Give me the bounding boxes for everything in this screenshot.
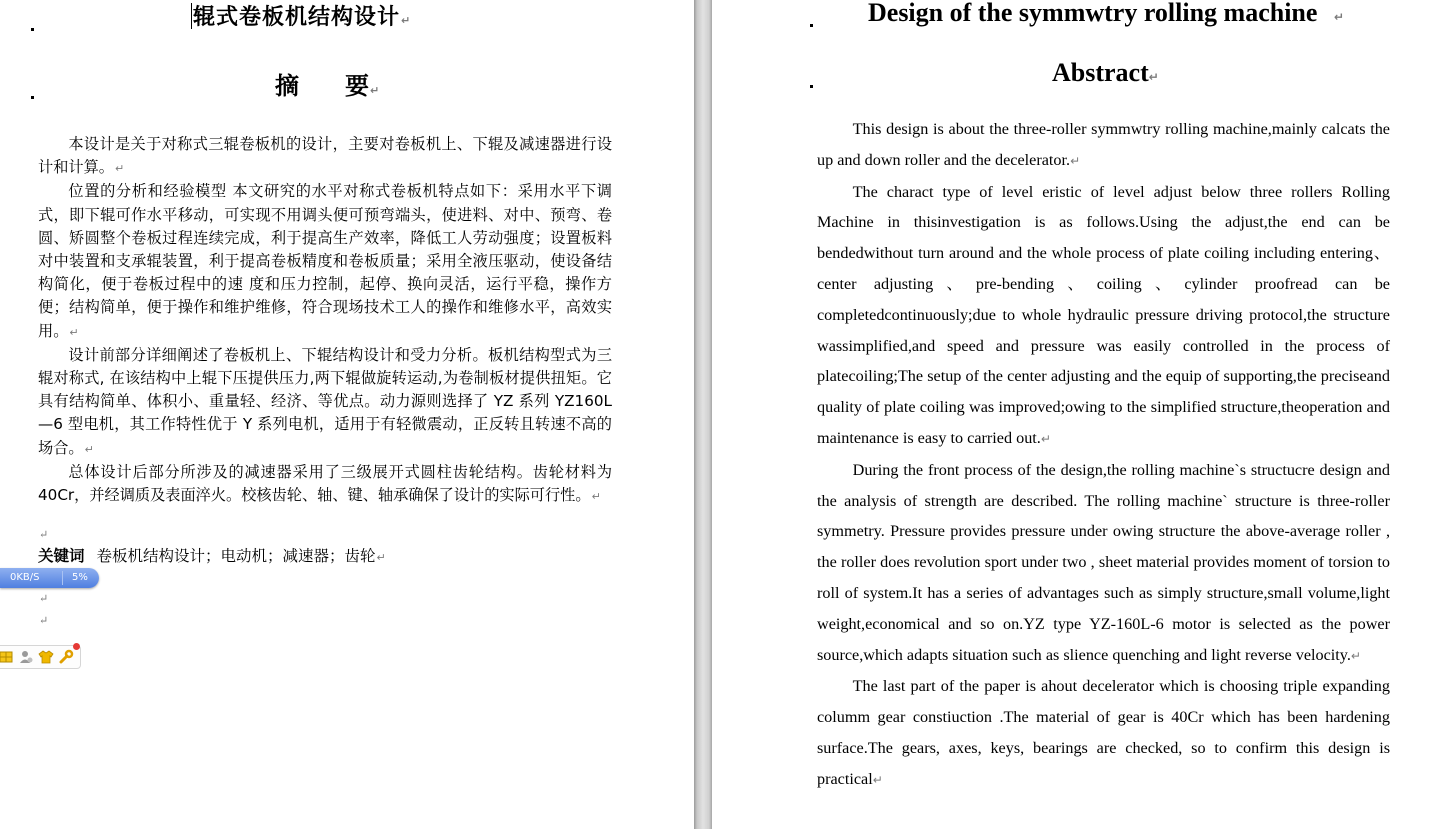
user-icon[interactable] <box>18 649 34 665</box>
keywords-line: 关键词 卷板机结构设计；电动机；减速器；齿轮↵ <box>38 547 386 565</box>
text-boundary-mark <box>810 24 813 27</box>
empty-paragraph-mark: ↵ <box>39 614 49 627</box>
text-boundary-mark <box>31 96 34 99</box>
body-paragraph: The last part of the paper is ahout decelerator which is choosing triple expanding columm gear constiuction .The material of gear is 40Cr which has been hardening surface.The gears, axes, keys, bearings are checked, so to confirm this design is practical↵ <box>817 677 1390 788</box>
network-speed-readout: 0KB/S <box>10 572 40 583</box>
page-gutter <box>694 0 712 829</box>
english-abstract-heading: Abstract↵ <box>1052 58 1159 87</box>
floating-mini-toolbar <box>0 645 81 669</box>
chinese-abstract-heading: 摘 要↵ <box>275 72 380 100</box>
chinese-title: 辊式卷板机结构设计↵ <box>193 0 411 31</box>
keywords-text: 卷板机结构设计；电动机；减速器；齿轮 <box>96 547 376 565</box>
body-paragraph: During the front process of the design,the rolling machine`s structucre design and the analysis of strength are described. The rolling machine` structure is three-roller symmetry. Pressure provides pressure under owing structure the above-average roller , the roller does revolution sport under two , sheet material provides moment of torsion to roll of system.It has a series of advantages such as simply structure,small volume,light weight,economical and so on.YZ type YZ-160L-6 motor is selected as the power source,which adapts situation such as slience quenching and light reverse velocity.↵ <box>817 460 1390 664</box>
shirt-icon[interactable] <box>38 649 54 665</box>
body-paragraph: 设计前部分详细阐述了卷板机上、下辊结构设计和受力分析。板机结构型式为三辊对称式, 在该结构中上辊下压提供压力,两下辊做旋转运动,为卷制板材提供扭矩。它具有结构简单、体积小、重量轻、经济、等优点。动力源则选择了 YZ 系列 YZ160L—6 型电机，其工作特性优于 Y 系列电机，适用于有轻微震动，正反转且转速不高的场合。↵ <box>38 345 612 457</box>
network-speed-widget[interactable] <box>0 568 99 588</box>
english-title: Design of the symmwtry rolling machine ↵ <box>868 0 1344 27</box>
notification-dot <box>73 643 80 650</box>
wrench-icon[interactable] <box>58 649 74 665</box>
empty-paragraph-mark: ↵ <box>39 592 49 605</box>
empty-paragraph-mark: ↵ <box>39 528 49 541</box>
left-document-page <box>0 0 694 829</box>
grid-icon[interactable] <box>0 649 14 665</box>
text-boundary-mark <box>810 85 813 88</box>
chinese-abstract-body <box>38 133 612 510</box>
english-abstract-body <box>817 114 1390 796</box>
body-paragraph: 总体设计后部分所涉及的减速器采用了三级展开式圆柱齿轮结构。齿轮材料为 40Cr，并经调质及表面淬火。校核齿轮、轴、键、轴承确保了设计的实际可行性。↵ <box>38 462 612 505</box>
body-paragraph: This design is about the three-roller symmwtry rolling machine,mainly calcats the up and down roller and the decelerator.↵ <box>817 120 1390 169</box>
text-boundary-mark <box>31 28 34 31</box>
body-paragraph: The charact type of level eristic of level adjust below three rollers Rolling Machine in thisinvestigation is as follows.Using the adjust,the end can be bendedwithout turn around and the whole process of plate coiling including entering、center adjusting、pre-bending、coiling、cylinder proofread can be completedcontinuously;due to whole hydraulic pressure driving protocol,the structure wassimplified,and speed and pressure was easily controlled in the process of platecoiling;The setup of the center adjusting and the equip of supporting,the preciseand quality of plate coiling was improved;owing to the simplified structure,theoperation and maintenance is easy to carried out.↵ <box>817 182 1390 447</box>
usage-percent: 5% <box>72 572 88 583</box>
keywords-label: 关键词 <box>38 547 85 565</box>
body-paragraph: 位置的分析和经验模型 本文研究的水平对称式卷板机特点如下：采用水平下调式，即下辊可作水平移动，可实现不用调头便可预弯端头，使进料、对中、预弯、卷圆、矫圆整个卷板过程连续完成，利于提高生产效率，降低工人劳动强度；设置板料对中装置和支承辊装置，利于提高卷板精度和卷板质量；采用全液压驱动，使设备结构简化，便于卷板过程中的速 度和压力控制，起停、换向灵活，运行平稳，操作方便；结构简单，便于操作和维护维修，符合现场技术工人的操作和维修水平，高效实用。↵ <box>38 182 612 340</box>
body-paragraph: 本设计是关于对称式三辊卷板机的设计，主要对卷板机上、下辊及减速器进行设计和计算。↵ <box>38 135 612 177</box>
